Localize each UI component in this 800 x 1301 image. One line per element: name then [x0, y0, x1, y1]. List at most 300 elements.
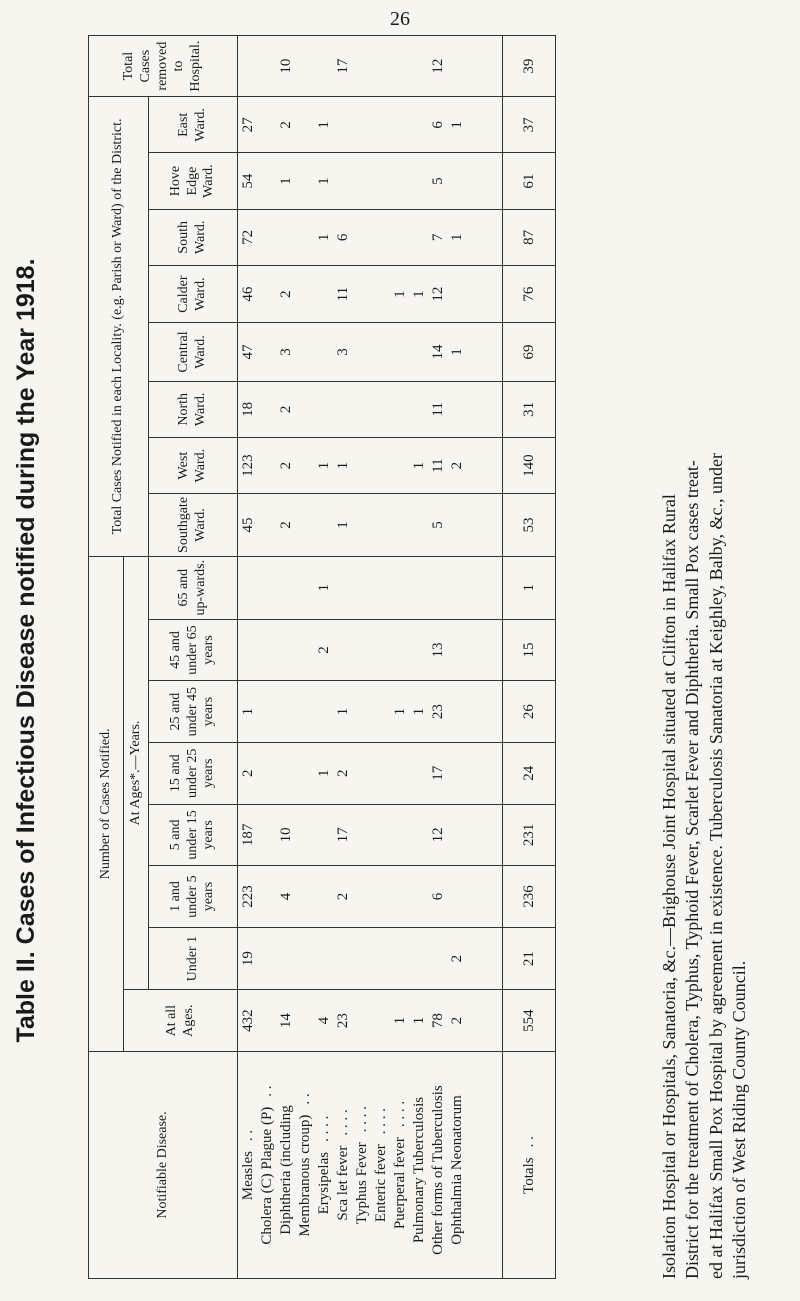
removed-value [238, 36, 258, 97]
age-value: 1 [333, 681, 352, 743]
locality-value [390, 209, 409, 265]
locality-value: 5 [428, 494, 447, 556]
age-value: 2 [333, 866, 352, 928]
age-value [390, 556, 409, 619]
locality-value: 27 [238, 97, 258, 153]
locality-value [257, 381, 276, 437]
age-value [409, 866, 428, 928]
locality-value: 76 [503, 265, 556, 322]
locality-value: 7 [428, 209, 447, 265]
locality-value [333, 153, 352, 209]
age-value [409, 804, 428, 866]
age-value: 12 [428, 804, 447, 866]
disease-name: Diphtheria (including [277, 1105, 294, 1235]
locality-value: 2 [276, 381, 295, 437]
age-value: 6 [428, 866, 447, 928]
age-value [447, 866, 466, 928]
locality-value: 2 [276, 265, 295, 322]
age-value: 4 [276, 866, 295, 928]
locality-value: 47 [238, 323, 258, 381]
age-value [352, 927, 371, 989]
header-age-under-1: Under 1 [149, 927, 238, 989]
header-at-all-ages: At all Ages. [124, 990, 238, 1052]
age-value: 231 [503, 804, 556, 866]
locality-value [295, 437, 314, 493]
age-value [409, 619, 428, 681]
age-value [276, 927, 295, 989]
header-loc-central: Central Ward. [149, 323, 238, 381]
age-value: 19 [238, 927, 258, 989]
age-value [314, 681, 333, 743]
locality-value [257, 494, 276, 556]
locality-value [257, 153, 276, 209]
spacer-cell [466, 209, 503, 265]
header-loc-south: South Ward. [149, 209, 238, 265]
age-value [409, 556, 428, 619]
table-row [295, 36, 314, 1279]
locality-value: 123 [238, 437, 258, 493]
leader-dots: . . [521, 1136, 537, 1148]
all-ages-value: 23 [333, 990, 352, 1052]
age-value [447, 742, 466, 804]
spacer-cell [466, 265, 503, 322]
spacer-cell [466, 36, 503, 97]
table-row [314, 36, 333, 1279]
locality-value: 69 [503, 323, 556, 381]
age-value: 17 [428, 742, 447, 804]
table-row [333, 36, 352, 1279]
locality-value [257, 209, 276, 265]
age-value: 13 [428, 619, 447, 681]
locality-value: 1 [276, 153, 295, 209]
removed-value [371, 36, 390, 97]
locality-value [352, 437, 371, 493]
all-ages-value: 1 [409, 990, 428, 1052]
age-value [295, 927, 314, 989]
age-value [257, 804, 276, 866]
infectious-disease-table [88, 35, 556, 1279]
locality-value [390, 437, 409, 493]
age-value [371, 927, 390, 989]
locality-value [295, 494, 314, 556]
locality-value [314, 323, 333, 381]
age-value: 1 [409, 681, 428, 743]
page-number: 26 [390, 8, 410, 30]
locality-value [409, 494, 428, 556]
locality-value [371, 265, 390, 322]
age-value [314, 927, 333, 989]
locality-value: 3 [333, 323, 352, 381]
locality-value [447, 265, 466, 322]
age-value [447, 619, 466, 681]
age-value [371, 556, 390, 619]
all-ages-value: 4 [314, 990, 333, 1052]
age-value [257, 866, 276, 928]
table-body [238, 36, 556, 1279]
age-value [333, 619, 352, 681]
header-loc-calder: Calder Ward. [149, 265, 238, 322]
age-value [428, 556, 447, 619]
age-value: 2 [447, 927, 466, 989]
locality-value: 1 [314, 437, 333, 493]
locality-value: 1 [333, 494, 352, 556]
header-loc-north: North Ward. [149, 381, 238, 437]
leader-dots: . . [258, 1085, 275, 1097]
locality-value [409, 381, 428, 437]
totals-row [503, 36, 556, 1279]
all-ages-value [295, 990, 314, 1052]
disease-name: Sca let fever [334, 1145, 351, 1221]
locality-value: 1 [314, 209, 333, 265]
all-ages-value [352, 990, 371, 1052]
footnote [658, 35, 752, 1279]
age-value: 10 [276, 804, 295, 866]
locality-value [276, 209, 295, 265]
age-value [371, 742, 390, 804]
leader-dots: . . . . [315, 1115, 332, 1142]
locality-value [409, 323, 428, 381]
age-value [390, 866, 409, 928]
disease-cell [276, 1052, 295, 1279]
locality-value: 45 [238, 494, 258, 556]
age-value: 1 [238, 681, 258, 743]
locality-value [352, 494, 371, 556]
disease-cell [333, 1052, 352, 1279]
locality-value [352, 323, 371, 381]
age-value [333, 927, 352, 989]
age-value [428, 927, 447, 989]
locality-value [371, 323, 390, 381]
spacer-cell [466, 556, 503, 619]
spacer-cell [466, 494, 503, 556]
locality-value [295, 323, 314, 381]
locality-value: 18 [238, 381, 258, 437]
locality-value: 2 [276, 97, 295, 153]
locality-value [295, 265, 314, 322]
locality-value [371, 153, 390, 209]
locality-value: 5 [428, 153, 447, 209]
disease-cell [409, 1052, 428, 1279]
age-value [371, 681, 390, 743]
disease-name: Typhus Fever [353, 1142, 370, 1225]
age-value: 223 [238, 866, 258, 928]
locality-value [371, 437, 390, 493]
age-value [314, 866, 333, 928]
age-value [295, 619, 314, 681]
locality-value: 1 [447, 97, 466, 153]
header-removed-to-hospital: Total Cases removed to Hospital. [89, 36, 238, 97]
removed-value: 12 [428, 36, 447, 97]
age-value [333, 556, 352, 619]
removed-value: 17 [333, 36, 352, 97]
spacer-cell [466, 619, 503, 681]
disease-name: Other forms of Tuberculosis [429, 1085, 446, 1255]
age-value [276, 742, 295, 804]
locality-value [447, 381, 466, 437]
age-value: 24 [503, 742, 556, 804]
age-value: 236 [503, 866, 556, 928]
age-value [352, 742, 371, 804]
age-value [409, 742, 428, 804]
age-value [276, 619, 295, 681]
locality-value: 2 [447, 437, 466, 493]
locality-value: 53 [503, 494, 556, 556]
locality-value: 12 [428, 265, 447, 322]
age-value [257, 742, 276, 804]
disease-name: Measles [239, 1151, 256, 1201]
header-loc-east: East Ward. [149, 97, 238, 153]
locality-value [333, 381, 352, 437]
removed-value [295, 36, 314, 97]
locality-value: 11 [428, 381, 447, 437]
age-value: 1 [314, 742, 333, 804]
footnote-line: District for the treatment of Cholera, Typhus, Typhoid Fever, Scarlet Fever and Diphtheria. Small Pox cases treat- [682, 460, 703, 1279]
locality-value [257, 323, 276, 381]
leader-dots: . . [239, 1129, 256, 1142]
age-value [295, 742, 314, 804]
disease-cell [371, 1052, 390, 1279]
locality-value [409, 153, 428, 209]
locality-value: 1 [333, 437, 352, 493]
footnote-line: ed at Halifax Small Pox Hospital by agreement in existence. Tuberculosis Sanatoria at Keighley, Balby, &c., under [705, 453, 726, 1279]
all-ages-value: 554 [503, 990, 556, 1052]
spacer-cell [466, 1052, 503, 1279]
table-row [371, 36, 390, 1279]
spacer-cell [466, 323, 503, 381]
footnote-line: Isolation Hospital or Hospitals, Sanatoria, &c.—Brighouse Joint Hospital situated at Clifton in Halifax Rural [659, 494, 679, 1279]
table-row [428, 36, 447, 1279]
spacer-cell [466, 742, 503, 804]
age-value [371, 804, 390, 866]
header-notifiable-disease: Notifiable Disease. [89, 1052, 238, 1279]
locality-value: 1 [314, 97, 333, 153]
spacer-cell [466, 153, 503, 209]
age-value: 23 [428, 681, 447, 743]
disease-cell [390, 1052, 409, 1279]
age-value: 187 [238, 804, 258, 866]
spacer-cell [466, 437, 503, 493]
locality-value [314, 265, 333, 322]
locality-value: 1 [314, 153, 333, 209]
age-value [276, 556, 295, 619]
spacer-cell [466, 804, 503, 866]
spacer-cell [466, 990, 503, 1052]
removed-value [409, 36, 428, 97]
all-ages-value [371, 990, 390, 1052]
locality-value: 14 [428, 323, 447, 381]
age-value [295, 681, 314, 743]
all-ages-value: 14 [276, 990, 295, 1052]
locality-value: 2 [276, 494, 295, 556]
header-age-15-25: 15 and under 25 years [149, 742, 238, 804]
locality-value: 6 [333, 209, 352, 265]
spacer-cell [466, 681, 503, 743]
locality-value [390, 97, 409, 153]
age-value [409, 927, 428, 989]
age-value [295, 556, 314, 619]
locality-value: 72 [238, 209, 258, 265]
header-age-25-45: 25 and under 45 years [149, 681, 238, 743]
age-value: 21 [503, 927, 556, 989]
age-value [447, 681, 466, 743]
age-value: 1 [314, 556, 333, 619]
age-value: 26 [503, 681, 556, 743]
locality-value [409, 97, 428, 153]
locality-value [352, 209, 371, 265]
age-value: 17 [333, 804, 352, 866]
table-row [257, 36, 276, 1279]
locality-value: 1 [447, 323, 466, 381]
locality-value: 6 [428, 97, 447, 153]
age-value [390, 619, 409, 681]
header-age-45-65: 45 and under 65 years [149, 619, 238, 681]
disease-name: Membranous croup) [296, 1114, 313, 1237]
age-value [257, 619, 276, 681]
age-value [295, 804, 314, 866]
removed-value [447, 36, 466, 97]
locality-value: 61 [503, 153, 556, 209]
age-value [276, 681, 295, 743]
locality-value [352, 381, 371, 437]
age-value [371, 866, 390, 928]
locality-value: 54 [238, 153, 258, 209]
header-locality-group: Total Cases Notified in each Locality. (e.g. Parish or Ward) of the District. [89, 97, 149, 556]
age-value: 1 [503, 556, 556, 619]
removed-value: 39 [503, 36, 556, 97]
locality-value [447, 494, 466, 556]
disease-cell [257, 1052, 276, 1279]
locality-value: 2 [276, 437, 295, 493]
age-value [390, 804, 409, 866]
removed-value [314, 36, 333, 97]
table-row [447, 36, 466, 1279]
disease-name: Totals [521, 1157, 537, 1194]
table-row [390, 36, 409, 1279]
locality-value: 3 [276, 323, 295, 381]
locality-value [295, 153, 314, 209]
disease-cell [428, 1052, 447, 1279]
disease-cell [238, 1052, 258, 1279]
spacer-cell [466, 97, 503, 153]
locality-value [390, 494, 409, 556]
header-age-5-15: 5 and under 15 years [149, 804, 238, 866]
age-value [257, 681, 276, 743]
locality-value [295, 381, 314, 437]
age-value [352, 866, 371, 928]
locality-value [352, 97, 371, 153]
header-loc-southgate: Southgate Ward. [149, 494, 238, 556]
locality-value [352, 153, 371, 209]
disease-cell [295, 1052, 314, 1279]
locality-value [295, 97, 314, 153]
age-value: 15 [503, 619, 556, 681]
age-value: 1 [390, 681, 409, 743]
disease-name: Erysipelas [315, 1151, 332, 1215]
locality-value: 11 [333, 265, 352, 322]
header-age-65-up: 65 and up-wards. [149, 556, 238, 619]
locality-value [333, 97, 352, 153]
removed-value [390, 36, 409, 97]
leader-dots: . . . . [372, 1107, 389, 1135]
age-value [352, 681, 371, 743]
table-title: Table II. Cases of Infectious Disease notified during the Year 1918. [12, 258, 40, 1043]
spacer-cell [466, 927, 503, 989]
all-ages-value [257, 990, 276, 1052]
locality-value: 31 [503, 381, 556, 437]
table-row [238, 36, 258, 1279]
locality-value [352, 265, 371, 322]
locality-value [295, 209, 314, 265]
all-ages-value: 2 [447, 990, 466, 1052]
footnote-line: jurisdiction of West Riding County Council. [729, 960, 750, 1279]
header-number-of-cases: Number of Cases Notified. [89, 556, 124, 1051]
disease-name: Cholera (C) Plague (P) [258, 1106, 275, 1245]
disease-name: Pulmonary Tuberculosis [410, 1096, 427, 1244]
locality-value [314, 494, 333, 556]
leader-dots: . . . . [353, 1105, 370, 1133]
locality-value: 46 [238, 265, 258, 322]
locality-value [371, 381, 390, 437]
leader-dots: . . . . [391, 1100, 408, 1128]
age-value: 2 [314, 619, 333, 681]
locality-value: 37 [503, 97, 556, 153]
disease-cell [503, 1052, 556, 1279]
header-at-ages: At Ages*.—Years. [124, 556, 149, 990]
age-value [238, 556, 258, 619]
age-value: 2 [333, 742, 352, 804]
age-value [447, 804, 466, 866]
removed-value [257, 36, 276, 97]
leader-dots: . . . . [334, 1109, 351, 1136]
age-value [390, 742, 409, 804]
all-ages-value: 432 [238, 990, 258, 1052]
age-value [257, 556, 276, 619]
locality-value [257, 437, 276, 493]
table-row [352, 36, 371, 1279]
age-value [447, 556, 466, 619]
removed-value [352, 36, 371, 97]
age-value [257, 927, 276, 989]
age-value: 2 [238, 742, 258, 804]
table-row [409, 36, 428, 1279]
disease-name: Puerperal fever [391, 1137, 408, 1230]
all-ages-value: 1 [390, 990, 409, 1052]
age-value [352, 619, 371, 681]
disease-cell [314, 1052, 333, 1279]
header-loc-hove-edge: Hove Edge Ward. [149, 153, 238, 209]
locality-value [257, 97, 276, 153]
age-value [352, 556, 371, 619]
locality-value: 11 [428, 437, 447, 493]
locality-value [371, 97, 390, 153]
age-value [371, 619, 390, 681]
all-ages-value: 78 [428, 990, 447, 1052]
locality-value [257, 265, 276, 322]
age-value [314, 804, 333, 866]
spacer-cell [466, 381, 503, 437]
header-loc-west: West Ward. [149, 437, 238, 493]
locality-value: 87 [503, 209, 556, 265]
removed-value: 10 [276, 36, 295, 97]
age-value [238, 619, 258, 681]
disease-cell [352, 1052, 371, 1279]
locality-value [447, 153, 466, 209]
age-value [390, 927, 409, 989]
age-value [352, 804, 371, 866]
locality-value: 1 [390, 265, 409, 322]
locality-value [371, 209, 390, 265]
header-age-1-5: 1 and under 5 years [149, 866, 238, 928]
